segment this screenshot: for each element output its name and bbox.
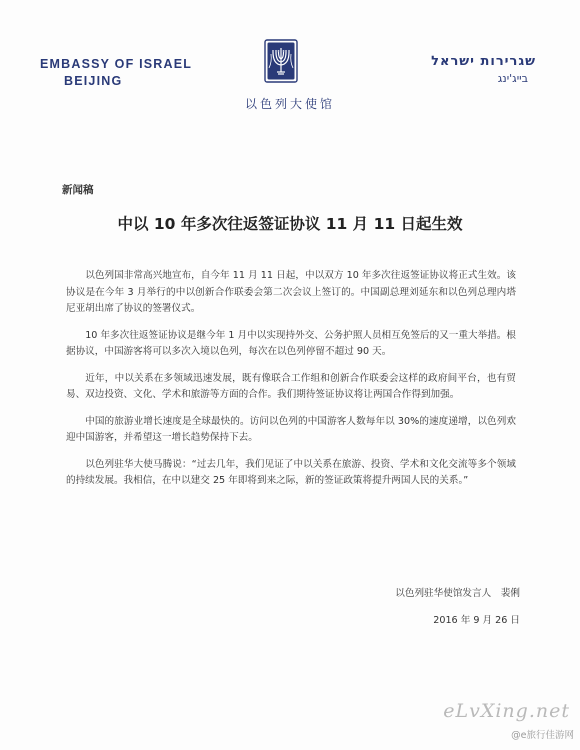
paragraph-5: 以色列驻华大使马腾说：“过去几年，我们见证了中以关系在旅游、投资、学术和文化交流等多个领域的持续发展。我相信，在中以建交 25 年即将到来之际，新的签证政策将提升两国人民的关系。” bbox=[66, 458, 516, 486]
paragraph-1: 以色列国非常高兴地宣布，自今年 11 月 11 日起，中以双方 10 年多次往返签证协议将正式生效。该协议是在今年 3 月举行的中以创新合作联委会第二次会议上签订的。中国副总理刘延东和以色列总理内塔尼亚胡出席了协议的签署仪式。 bbox=[66, 270, 516, 314]
letterhead-hebrew bbox=[431, 54, 536, 85]
press-release-tag: 新闻稿 bbox=[62, 184, 94, 196]
embassy-name-hebrew: שגרירות ישראל bbox=[431, 54, 536, 69]
signer: 以色列驻华使馆发言人 裴俐 bbox=[395, 588, 520, 599]
watermark-handle: @e旅行佳游网 bbox=[511, 730, 574, 741]
embassy-city-hebrew: בייג'ינג bbox=[497, 72, 528, 85]
document-date: 2016 年 9 月 26 日 bbox=[433, 615, 520, 626]
paragraph-2: 10 年多次往返签证协议是继今年 1 月中以实现持外交、公务护照人员相互免签后的又一重大举措。根据协议，中国游客将可以多次入境以色列，每次在以色列停留不超过 90 天。 bbox=[66, 329, 516, 357]
document-title: 中以 10 年多次往返签证协议 11 月 11 日起生效 bbox=[117, 215, 463, 233]
watermark-site: eLvXing.net bbox=[443, 700, 570, 722]
letterhead-english bbox=[40, 56, 192, 90]
embassy-name-chinese: 以色列大使馆 bbox=[244, 97, 335, 111]
paragraph-3: 近年，中以关系在多领域迅速发展，既有像联合工作组和创新合作联委会这样的政府间平台，也有贸易、双边投资、文化、学术和旅游等方面的合作。我们期待签证协议将让两国合作得到加强。 bbox=[66, 372, 516, 400]
paragraph-4: 中国的旅游业增长速度是全球最快的。访问以色列的中国游客人数每年以 30%的速度递增，以色列欢迎中国游客，并希望这一增长趋势保持下去。 bbox=[66, 415, 516, 443]
embassy-name-english: EMBASSY OF ISRAEL bbox=[40, 57, 193, 71]
embassy-city-english: BEIJING bbox=[64, 74, 123, 88]
israel-emblem-icon bbox=[263, 38, 299, 86]
document-body bbox=[66, 268, 516, 500]
